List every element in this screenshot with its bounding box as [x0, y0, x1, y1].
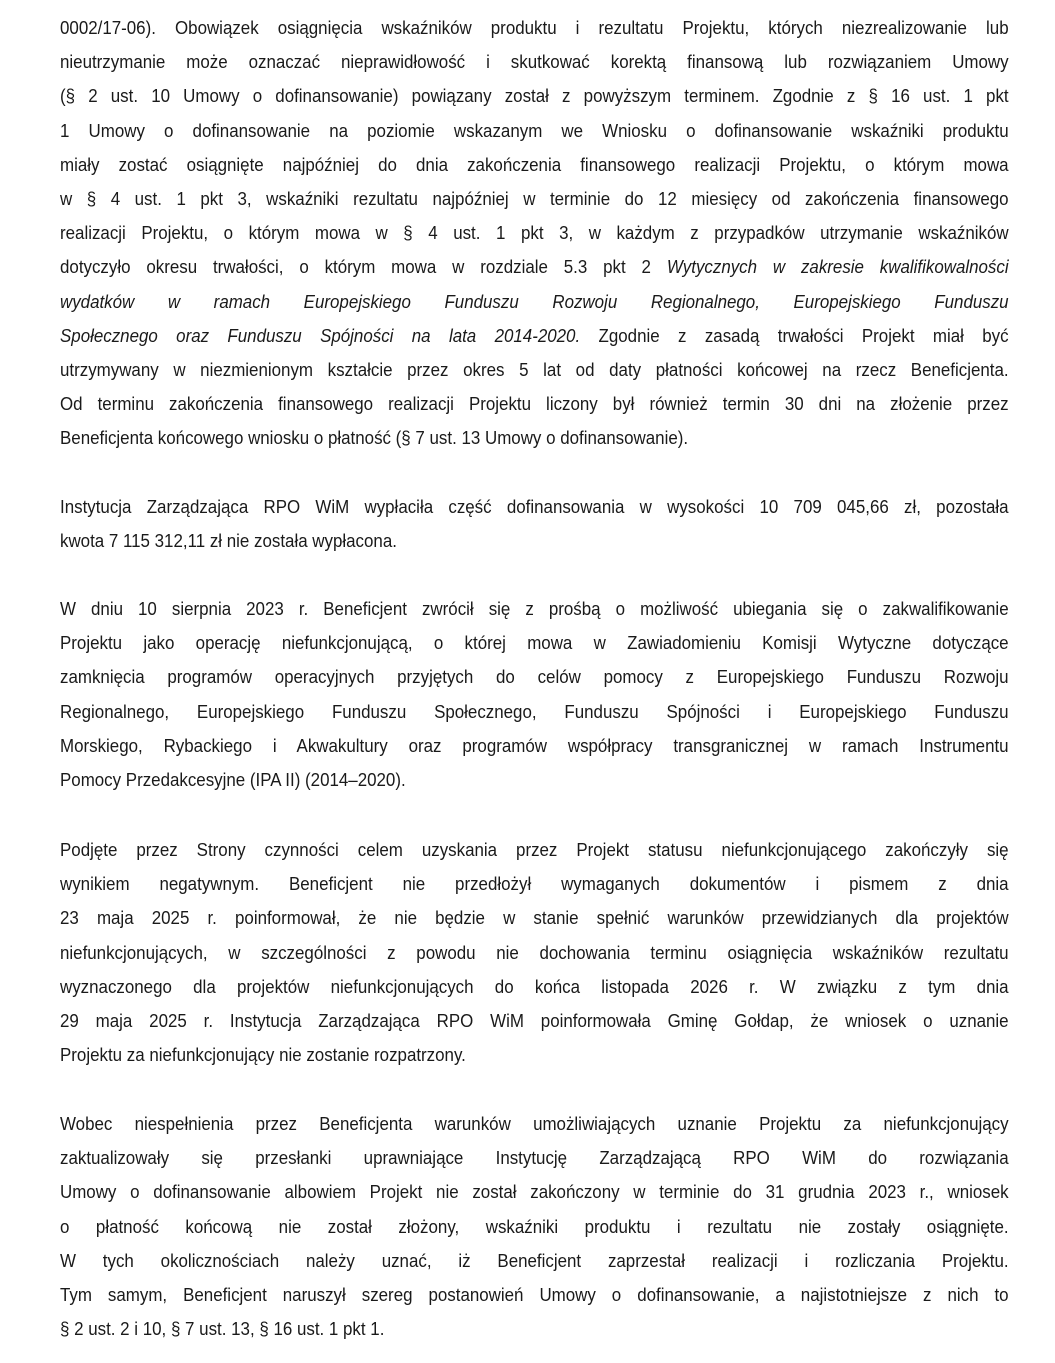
text-line: Wobec niespełnienia przez Beneficjenta warunków umożliwiających uznanie Projektu za niefunkcjonujący	[60, 1114, 1009, 1134]
text-line: W tych okolicznościach należy uznać, iż Beneficjent zaprzestał realizacji i rozliczania Projektu.	[60, 1250, 1009, 1271]
paragraph-payment	[60, 490, 1009, 558]
text-line: wynikiem negatywnym. Beneficjent nie przedłożył wymaganych dokumentów i pismem z dnia	[60, 874, 1009, 895]
text-line: Projektu za niefunkcjonujący nie zostanie rozpatrzony.	[60, 1045, 466, 1066]
text-line: W dniu 10 sierpnia 2023 r. Beneficjent zwrócił się z prośbą o możliwość ubiegania się o zakwalifikowanie	[60, 599, 1009, 619]
text-line: w § 4 ust. 1 pkt 3, wskaźniki rezultatu najpóźniej w terminie do 12 miesięcy od zakończenia finansowego	[60, 188, 1009, 209]
text-line: zaktualizowały się przesłanki uprawniające Instytucję Zarządzającą RPO WiM do rozwiązania	[60, 1148, 1009, 1169]
guidelines-title-italic: Wytycznych w zakresie kwalifikowalności	[666, 257, 1009, 278]
text-line-italic	[60, 285, 1009, 319]
text-line: kwota 7 115 312,11 zł nie została wypłacona.	[60, 531, 397, 552]
text-line: Regionalnego, Europejskiego Funduszu Społecznego, Funduszu Spójności i Europejskiego Funduszu	[60, 701, 1009, 722]
text-line: Tym samym, Beneficjent naruszył szereg postanowień Umowy o dofinansowanie, a najistotniejsze z nich to	[60, 1284, 1009, 1305]
text-line: § 2 ust. 2 i 10, § 7 ust. 13, § 16 ust. 1 pkt 1.	[60, 1319, 385, 1340]
text-segment: dotyczyło okresu trwałości, o którym mowa w rozdziale 5.3 pkt 2	[60, 257, 667, 278]
text-line: wyznaczonego dla projektów niefunkcjonujących do końca listopada 2026 r. W związku z tym dnia	[60, 976, 1009, 997]
text-line: Morskiego, Rybackiego i Akwakultury oraz programów współpracy transgranicznej w ramach Instrumentu	[60, 735, 1009, 756]
paragraph-conclusion	[60, 1107, 1009, 1346]
text-line: Umowy o dofinansowanie albowiem Projekt nie został zakończony w terminie do 31 grudnia 2023 r., wniosek	[60, 1182, 1009, 1203]
text-line: Projektu jako operację niefunkcjonującą, o której mowa w Zawiadomieniu Komisji Wytyczne dotyczące	[60, 633, 1009, 654]
text-line: (§ 2 ust. 10 Umowy o dofinansowanie) powiązany został z powyższym terminem. Zgodnie z § 16 ust. 1 pkt	[60, 86, 1009, 107]
text-line: 0002/17-06). Obowiązek osiągnięcia wskaźników produktu i rezultatu Projektu, których niezrealizowanie lub	[60, 18, 1009, 38]
text-line: 1 Umowy o dofinansowanie na poziomie wskazanym we Wniosku o dofinansowanie wskaźniki produktu	[60, 120, 1009, 141]
paragraph-request	[60, 592, 1009, 797]
text-line: Instytucja Zarządzająca RPO WiM wypłaciła część dofinansowania w wysokości 10 709 045,66 zł, pozostała	[60, 497, 1009, 517]
text-line: Beneficjenta końcowego wniosku o płatność (§ 7 ust. 13 Umowy o dofinansowanie).	[60, 428, 689, 449]
paragraph-negative-result	[60, 833, 1009, 1072]
text-line: realizacji Projektu, o którym mowa w § 4 ust. 1 pkt 3, w każdym z przypadków utrzymanie wskaźników	[60, 223, 1009, 244]
text-segment: Zgodnie z zasadą trwałości Projekt miał być	[580, 325, 1009, 346]
paragraph-obligations	[60, 11, 1009, 455]
text-line: Podjęte przez Strony czynności celem uzyskania przez Projekt statusu niefunkcjonującego zakończyły się	[60, 840, 1009, 860]
text-line: 29 maja 2025 r. Instytucja Zarządzająca RPO WiM poinformowała Gminę Gołdap, że wniosek o uznanie	[60, 1010, 1009, 1031]
text-line: miały zostać osiągnięte najpóźniej do dnia zakończenia finansowego realizacji Projektu, o którym mowa	[60, 154, 1009, 175]
text-line: Od terminu zakończenia finansowego realizacji Projektu liczony był również termin 30 dni na złożenie przez	[60, 394, 1009, 415]
text-line	[60, 319, 1009, 353]
text-line: utrzymywany w niezmienionym kształcie przez okres 5 lat od daty płatności końcowej na rzecz Beneficjenta.	[60, 359, 1009, 380]
text-line: 23 maja 2025 r. poinformował, że nie będzie w stanie spełnić warunków przewidzianych dla projektów	[60, 908, 1009, 929]
text-line: niefunkcjonujących, w szczególności z powodu nie dochowania terminu osiągnięcia wskaźników rezultatu	[60, 942, 1009, 963]
text-line: nieutrzymanie może oznaczać nieprawidłowość i skutkować korektą finansową lub rozwiązaniem Umowy	[60, 52, 1009, 73]
text-line: o płatność końcową nie został złożony, wskaźniki produktu i rezultatu nie zostały osiągnięte.	[60, 1216, 1009, 1237]
text-line: Pomocy Przedakcesyjne (IPA II) (2014–2020).	[60, 769, 406, 790]
guidelines-title-italic: wydatków w ramach Europejskiego Funduszu Rozwoju Regionalnego, Europejskiego Funduszu	[60, 291, 1009, 312]
text-line: zamknięcia programów operacyjnych przyjętych do celów pomocy z Europejskiego Funduszu Rozwoju	[60, 667, 1009, 688]
text-line	[60, 250, 1009, 284]
guidelines-title-italic: Społecznego oraz Funduszu Spójności na lata 2014-2020.	[60, 325, 581, 346]
